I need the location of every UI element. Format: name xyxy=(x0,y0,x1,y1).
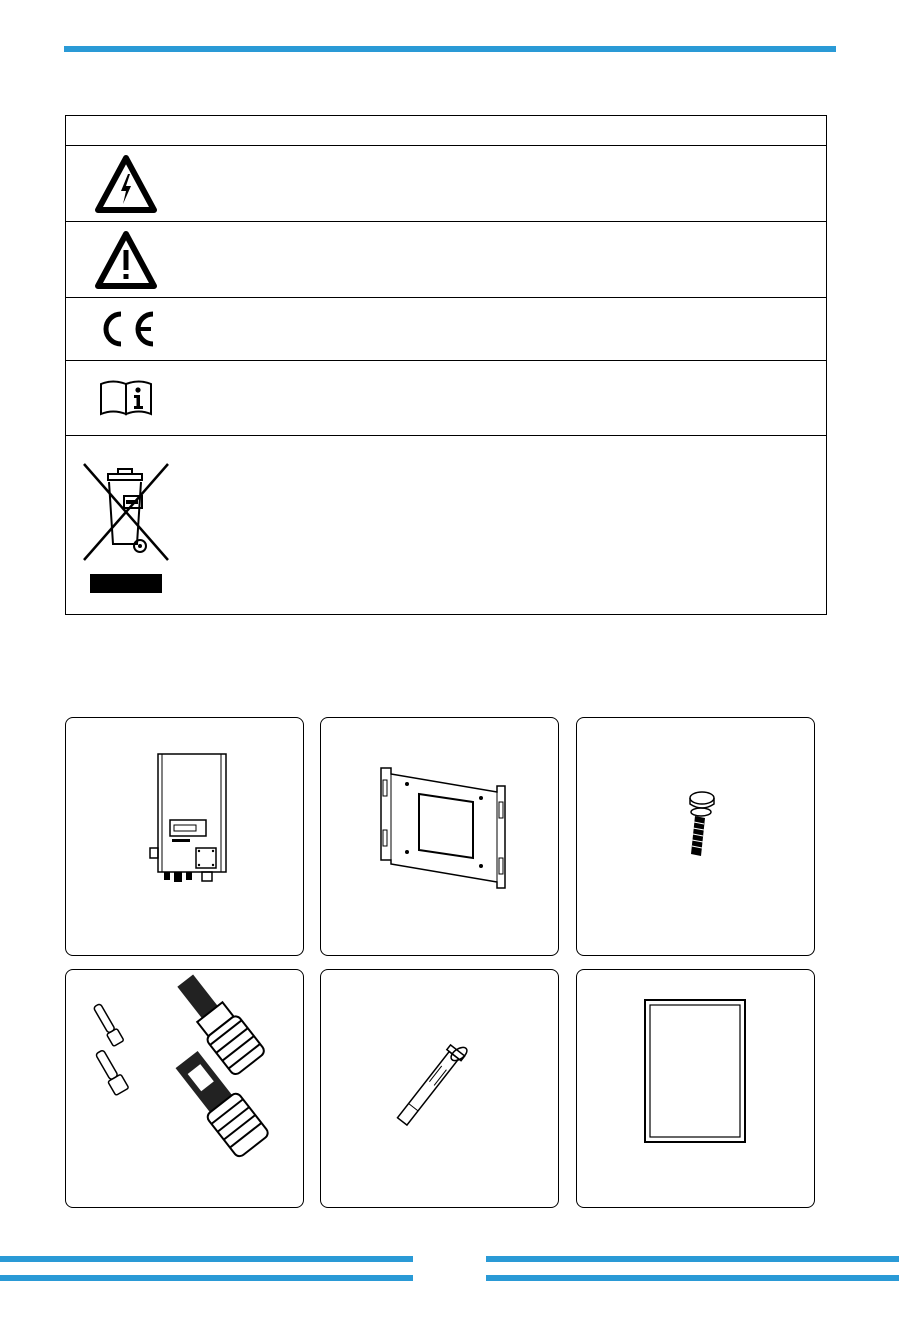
manual-booklet-icon xyxy=(577,970,816,1209)
electric-shock-warning-icon xyxy=(66,146,186,221)
read-manual-icon xyxy=(66,361,186,435)
footer-accent-bar-right-bottom xyxy=(486,1275,899,1281)
symbol-row-manual xyxy=(66,361,826,436)
symbols-table-header xyxy=(66,116,826,146)
dc-connector-icon xyxy=(66,970,305,1209)
expansion-bolt-icon xyxy=(321,970,560,1209)
contents-card-inverter xyxy=(65,717,304,956)
contents-card-connector xyxy=(65,969,304,1208)
symbol-row-electric xyxy=(66,146,826,222)
symbol-row-ce xyxy=(66,298,826,361)
header-accent-bar xyxy=(64,46,836,52)
contents-card-screw xyxy=(576,717,815,956)
contents-card-bracket xyxy=(320,717,559,956)
wall-bracket-icon xyxy=(321,718,560,957)
contents-card-manual xyxy=(576,969,815,1208)
ce-mark-icon xyxy=(66,298,186,360)
symbol-row-warning xyxy=(66,222,826,298)
screw-icon xyxy=(577,718,816,957)
inverter-icon xyxy=(66,718,305,957)
footer-accent-bar-left-top xyxy=(0,1256,413,1262)
contents-card-bolt xyxy=(320,969,559,1208)
symbols-table xyxy=(65,115,827,615)
general-warning-icon xyxy=(66,222,186,297)
footer-accent-bar-left-bottom xyxy=(0,1275,413,1281)
weee-crossed-bin-icon xyxy=(66,436,186,616)
footer-accent-bar-right-top xyxy=(486,1256,899,1262)
symbol-row-weee xyxy=(66,436,826,616)
